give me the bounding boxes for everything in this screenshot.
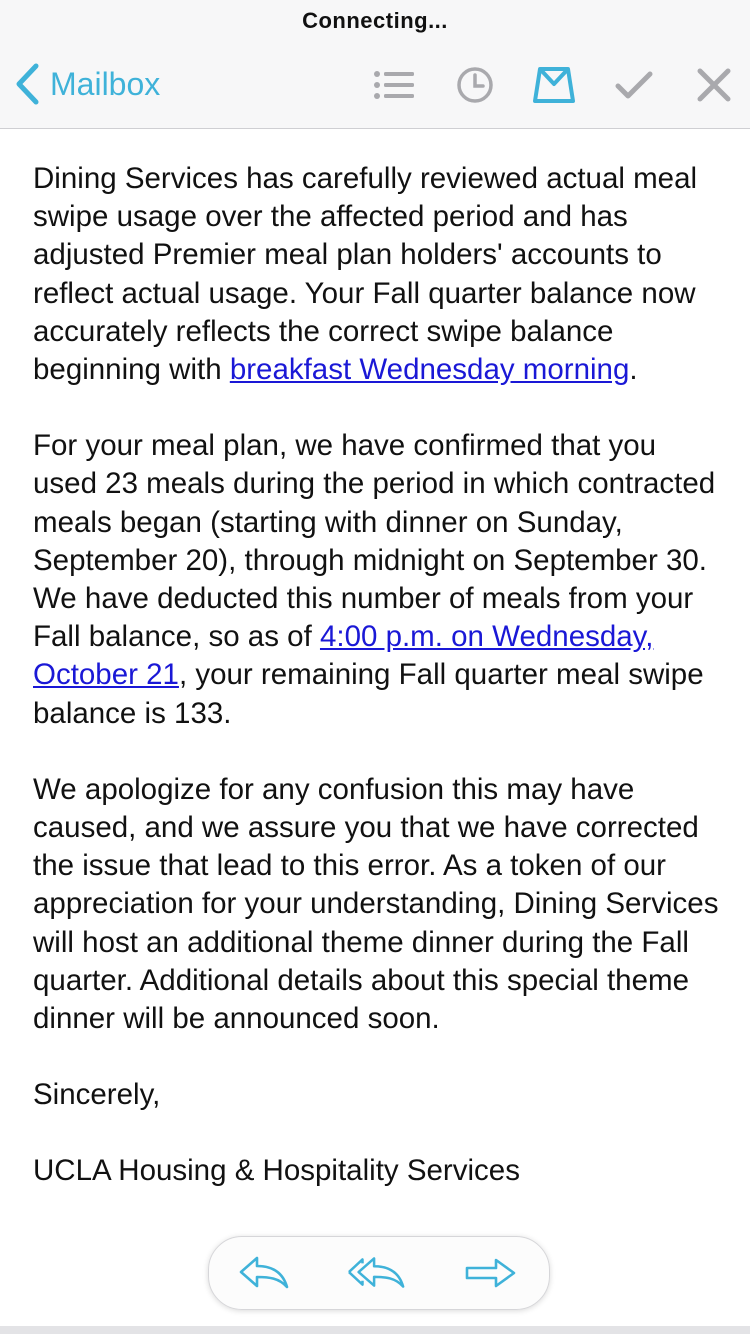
forward-icon[interactable]	[461, 1251, 521, 1295]
paragraph-text: For your meal plan, we have confirmed that you used 23 meals during the period in which contracted meals began (starting with dinner on Sunday, September 20), through midnight on September 30. We have deducted this number of meals from your Fall balance, so as of	[33, 429, 716, 654]
closing: Sincerely,	[33, 1078, 161, 1112]
date-link-october-21[interactable]: 4:00 p.m. on Wednesday, October 21	[33, 620, 654, 692]
paragraph-end: .	[629, 353, 638, 387]
signature: UCLA Housing & Hospitality Services	[33, 1154, 520, 1188]
list-icon[interactable]	[371, 62, 417, 108]
check-icon[interactable]	[611, 62, 657, 108]
email-body	[33, 160, 723, 1229]
back-to-mailbox-button[interactable]	[14, 58, 160, 110]
paragraph-apology: We apologize for any confusion this may have caused, and we assure you that we have corrected the issue that lead to this error. As a token of our appreciation for your understanding, Dining Services will host an additional theme dinner during the Fall quarter. Additional details about this special theme dinner will be announced soon.	[33, 772, 719, 1036]
paragraph-text: Dining Services has carefully reviewed actual meal swipe usage over the affected period and has adjusted Premier meal plan holders' accounts to reflect actual usage. Your Fall quarter balance now accurately reflects the correct swipe balance beginning with	[33, 162, 698, 387]
paragraph-balance-adjusted	[33, 160, 723, 389]
navigation-header	[0, 0, 750, 129]
status-text: Connecting...	[302, 8, 448, 33]
paragraph-end: , your remaining Fall quarter meal swipe balance is 133.	[33, 658, 704, 730]
back-label: Mailbox	[50, 65, 161, 102]
message-action-bar	[208, 1236, 550, 1310]
chevron-left-icon	[14, 63, 40, 105]
bottom-edge	[0, 1326, 750, 1334]
date-link-breakfast[interactable]: breakfast Wednesday morning	[229, 353, 630, 387]
reply-all-icon[interactable]	[347, 1251, 407, 1295]
paragraph-meal-count	[33, 427, 723, 733]
reply-icon[interactable]	[234, 1251, 294, 1295]
clock-icon[interactable]	[452, 62, 498, 108]
close-icon[interactable]	[691, 62, 737, 108]
archive-icon[interactable]	[531, 62, 577, 108]
